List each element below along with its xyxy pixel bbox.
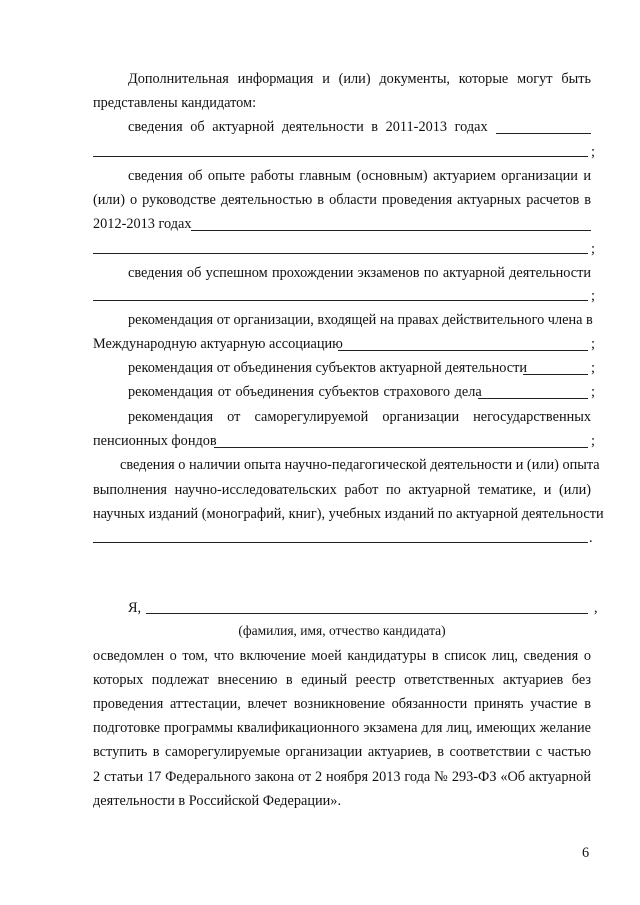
- insurance-union-label: рекомендация от объединения субъектов страхового дела: [128, 384, 482, 400]
- candidate-name-field[interactable]: [146, 613, 588, 614]
- declaration-line-2: которых подлежат внесению в единый реестр ответственных актуариев без: [93, 672, 591, 688]
- declaration-line-4: подготовке программы квалификационного экзамена для лиц, имеющих желание: [93, 720, 591, 736]
- chief-actuary-field-line-1[interactable]: [191, 230, 591, 231]
- pension-sro-line-2: пенсионных фондов: [93, 433, 217, 449]
- declaration-comma: ,: [594, 600, 598, 616]
- candidate-name-caption: (фамилия, имя, отчество кандидата): [238, 623, 446, 638]
- research-end-mark: .: [589, 530, 593, 546]
- pension-sro-line-1: рекомендация от саморегулируемой организации негосударственных: [128, 409, 591, 425]
- declaration-line-5: вступить в саморегулируемые организации актуариев, в соответствии с частью: [93, 744, 591, 760]
- chief-actuary-line-3: 2012-2013 годах: [93, 216, 192, 232]
- chief-actuary-field-line-2[interactable]: [93, 253, 588, 254]
- iaa-recommendation-line-2: Международную актуарную ассоциацию: [93, 336, 343, 352]
- actuarial-activity-field-line-1[interactable]: [496, 133, 591, 134]
- iaa-recommendation-field-line[interactable]: [338, 350, 588, 351]
- declaration-ya: Я,: [128, 600, 142, 616]
- intro-line-2: представлены кандидатом:: [93, 95, 257, 111]
- research-line-2: выполнения научно-исследовательских работ по актуарной тематике, и (или): [93, 482, 591, 498]
- pension-sro-end-mark: ;: [591, 433, 595, 449]
- intro-line-1: Дополнительная информация и (или) документы, которые могут быть: [128, 71, 591, 87]
- research-line-1: сведения о наличии опыта научно-педагогической деятельности и (или) опыта: [120, 457, 600, 473]
- declaration-line-3: проведения аттестации, влечет возникновение обязанности принять участие в: [93, 696, 591, 712]
- page-number: 6: [582, 845, 590, 861]
- pension-sro-field-line[interactable]: [214, 447, 588, 448]
- actuarial-activity-label: сведения об актуарной деятельности в 2011-2013 годах: [128, 119, 488, 135]
- exams-end-mark: ;: [591, 288, 595, 304]
- declaration-line-7: деятельности в Российской Федерации».: [93, 793, 342, 809]
- insurance-union-end-mark: ;: [591, 384, 595, 400]
- iaa-recommendation-line-1: рекомендация от организации, входящей на правах действительного члена в: [128, 312, 593, 328]
- declaration-line-1: осведомлен о том, что включение моей кандидатуры в список лиц, сведения о: [93, 648, 591, 664]
- declaration-line-6: 2 статьи 17 Федерального закона от 2 ноября 2013 года № 293-ФЗ «Об актуарной: [93, 769, 591, 785]
- chief-actuary-line-2: (или) о руководстве деятельностью в области проведения актуарных расчетов в: [93, 192, 591, 208]
- exams-label: сведения об успешном прохождении экзаменов по актуарной деятельности: [128, 265, 591, 281]
- actuarial-union-field-line[interactable]: [523, 374, 588, 375]
- insurance-union-field-line[interactable]: [478, 398, 588, 399]
- actuarial-activity-end-mark: ;: [591, 144, 595, 160]
- chief-actuary-end-mark: ;: [591, 241, 595, 257]
- iaa-recommendation-end-mark: ;: [591, 336, 595, 352]
- research-field-line[interactable]: [93, 542, 588, 543]
- actuarial-activity-field-line-2[interactable]: [93, 156, 588, 157]
- actuarial-union-label: рекомендация от объединения субъектов актуарной деятельности: [128, 360, 528, 376]
- exams-field-line[interactable]: [93, 300, 588, 301]
- chief-actuary-line-1: сведения об опыте работы главным (основным) актуарием организации и: [128, 168, 591, 184]
- actuarial-union-end-mark: ;: [591, 360, 595, 376]
- research-line-3: научных изданий (монографий, книг), учебных изданий по актуарной деятельности: [93, 506, 604, 522]
